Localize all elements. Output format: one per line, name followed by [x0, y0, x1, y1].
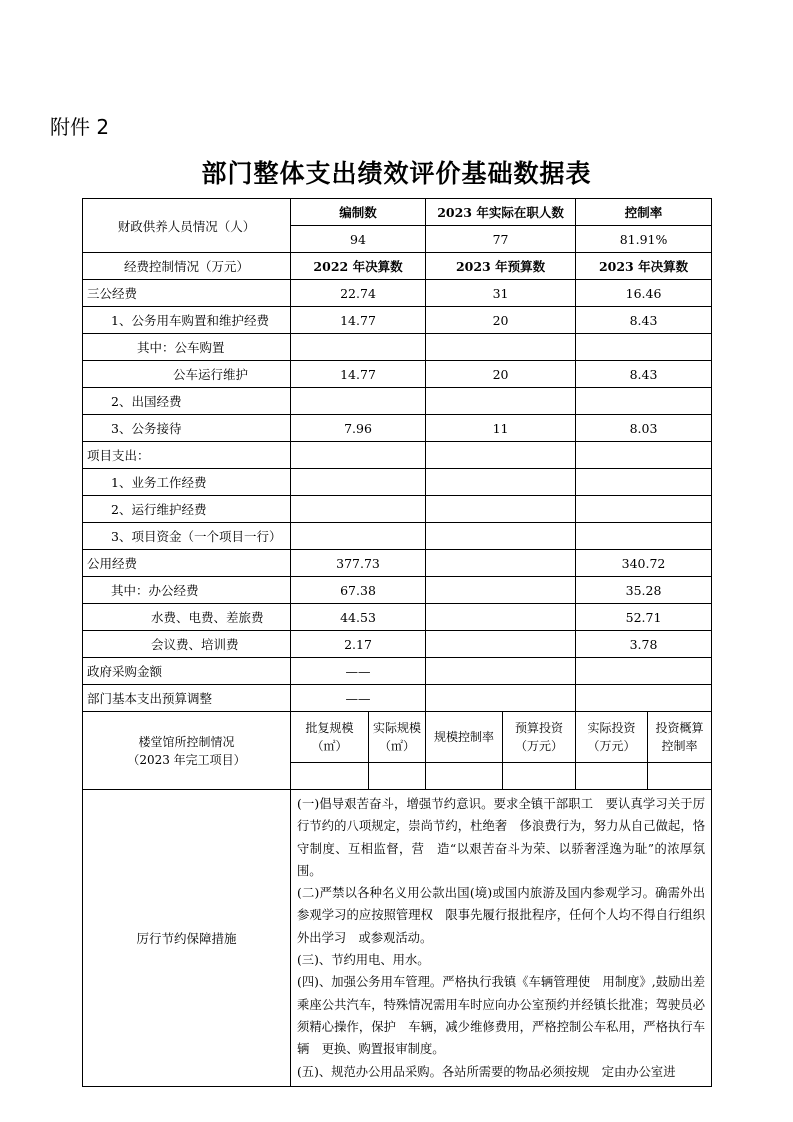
data-table [82, 198, 712, 1087]
budget-label: 经费控制情况（万元） [83, 253, 291, 280]
staff-value-actual: 77 [426, 226, 576, 253]
staff-header-actual: 2023 年实际在职人数 [426, 199, 576, 226]
building-header-invest-rate: 投资概算控制率 [648, 712, 712, 763]
table-row [83, 469, 712, 496]
building-label [83, 712, 291, 790]
row-label: 3、公务接待 [83, 415, 291, 442]
building-value [426, 763, 503, 790]
row-value: 52.71 [576, 604, 712, 631]
staff-header-quota: 编制数 [291, 199, 426, 226]
budget-header-2023-budget: 2023 年预算数 [426, 253, 576, 280]
row-label: 2、出国经费 [83, 388, 291, 415]
budget-header-2023-final: 2023 年决算数 [576, 253, 712, 280]
staff-value-quota: 94 [291, 226, 426, 253]
row-value: 67.38 [291, 577, 426, 604]
table-row [83, 685, 712, 712]
row-label: 项目支出： [83, 442, 291, 469]
row-value [576, 685, 712, 712]
table-row [83, 334, 712, 361]
row-value [426, 388, 576, 415]
building-header-row [83, 712, 712, 763]
building-value [576, 763, 648, 790]
row-value: 14.77 [291, 361, 426, 388]
row-value: 377.73 [291, 550, 426, 577]
table-row [83, 577, 712, 604]
row-label: 其中：公车购置 [83, 334, 291, 361]
building-header-budget-invest: 预算投资（万元） [503, 712, 576, 763]
table-row [83, 280, 712, 307]
row-value: 31 [426, 280, 576, 307]
building-value [369, 763, 426, 790]
building-value [291, 763, 369, 790]
building-value [503, 763, 576, 790]
row-label: 水费、电费、差旅费 [83, 604, 291, 631]
row-value [291, 334, 426, 361]
row-value [576, 469, 712, 496]
row-value [426, 496, 576, 523]
building-header-actual-invest: 实际投资（万元） [576, 712, 648, 763]
row-value [426, 523, 576, 550]
row-value [291, 388, 426, 415]
table-row [83, 388, 712, 415]
row-value: 20 [426, 361, 576, 388]
row-value: 2.17 [291, 631, 426, 658]
row-value [291, 469, 426, 496]
table-row [83, 550, 712, 577]
row-value [576, 658, 712, 685]
row-value [426, 577, 576, 604]
row-label: 公用经费 [83, 550, 291, 577]
building-label-line1: 楼堂馆所控制情况 [138, 734, 235, 749]
measure-paragraph: (一)倡导艰苦奋斗，增强节约意识。要求全镇干部职工 要认真学习关于厉行节约的八项规定，崇尚节约，杜绝奢 侈浪费行为，努力从自己做起，恪守制度、互相监督，营 造“以艰苦奋斗为荣、以骄奢淫逸为耻”的浓厚氛围。 [297, 797, 706, 878]
row-label: 3、项目资金（一个项目一行） [83, 523, 291, 550]
row-value [426, 658, 576, 685]
row-value: 35.28 [576, 577, 712, 604]
attachment-label: 附件 2 [50, 115, 110, 139]
measure-paragraph: (四)、加强公务用车管理。严格执行我镇《车辆管理使 用制度》,鼓励出差乘座公共汽车，特殊情况需用车时应向办公室预约并经镇长批准；驾驶员必须精心操作，保护 车辆，减少维修费用，严格控制公车私用，严格执行车辆 更换、购置报审制度。 [297, 975, 706, 1057]
row-value [426, 442, 576, 469]
building-header-scale-rate: 规模控制率 [426, 712, 503, 763]
row-value: 16.46 [576, 280, 712, 307]
page-title: 部门整体支出绩效评价基础数据表 [201, 159, 592, 188]
row-label: 公车运行维护 [83, 361, 291, 388]
building-label-line2: （2023 年完工项目） [127, 752, 246, 767]
row-value: 20 [426, 307, 576, 334]
row-value [426, 469, 576, 496]
row-label: 政府采购金额 [83, 658, 291, 685]
table-row [83, 658, 712, 685]
row-value: —— [291, 658, 426, 685]
budget-header-2022: 2022 年决算数 [291, 253, 426, 280]
table-row [83, 604, 712, 631]
measures-label: 厉行节约保障措施 [83, 790, 291, 1087]
table-row [83, 361, 712, 388]
measure-paragraph: (五)、规范办公用品采购。各站所需要的物品必须按规 定由办公室进 [297, 1064, 676, 1079]
table-row [83, 523, 712, 550]
table-row [83, 496, 712, 523]
row-value [576, 496, 712, 523]
row-value: 8.43 [576, 361, 712, 388]
table-row [83, 631, 712, 658]
row-value [291, 523, 426, 550]
row-value: 340.72 [576, 550, 712, 577]
row-label: 1、公务用车购置和维护经费 [83, 307, 291, 334]
row-value [576, 334, 712, 361]
row-value [426, 550, 576, 577]
staff-value-rate: 81.91% [576, 226, 712, 253]
measure-paragraph: (三)、节约用电、用水。 [297, 953, 430, 968]
budget-header-row [83, 253, 712, 280]
row-value: 22.74 [291, 280, 426, 307]
row-value [426, 604, 576, 631]
row-value: —— [291, 685, 426, 712]
building-value [648, 763, 712, 790]
row-label: 会议费、培训费 [83, 631, 291, 658]
measures-row [83, 790, 712, 1087]
row-label: 1、业务工作经费 [83, 469, 291, 496]
row-value [576, 523, 712, 550]
row-label: 三公经费 [83, 280, 291, 307]
table-row [83, 415, 712, 442]
row-value: 44.53 [291, 604, 426, 631]
staff-header-rate: 控制率 [576, 199, 712, 226]
row-value: 3.78 [576, 631, 712, 658]
row-value [291, 496, 426, 523]
row-value [426, 685, 576, 712]
row-value [426, 334, 576, 361]
row-value: 14.77 [291, 307, 426, 334]
table-row [83, 442, 712, 469]
row-value: 8.03 [576, 415, 712, 442]
row-label: 部门基本支出预算调整 [83, 685, 291, 712]
measures-content [291, 790, 712, 1087]
row-value: 11 [426, 415, 576, 442]
row-value [576, 388, 712, 415]
building-header-actual-scale: 实际规模（㎡） [369, 712, 426, 763]
row-value [291, 442, 426, 469]
row-value [576, 442, 712, 469]
building-header-approved-scale: 批复规模（㎡） [291, 712, 369, 763]
row-value [426, 631, 576, 658]
measure-paragraph: (二)严禁以各种名义用公款出国(境)或国内旅游及国内参观学习。确需外出参观学习的应按照管理权 限事先履行报批程序，任何个人均不得自行组织外出学习 或参观活动。 [297, 886, 706, 945]
row-label: 其中：办公经费 [83, 577, 291, 604]
row-value: 8.43 [576, 307, 712, 334]
staff-header-row [83, 199, 712, 226]
row-label: 2、运行维护经费 [83, 496, 291, 523]
staff-label: 财政供养人员情况（人） [83, 199, 291, 253]
row-value: 7.96 [291, 415, 426, 442]
table-row [83, 307, 712, 334]
